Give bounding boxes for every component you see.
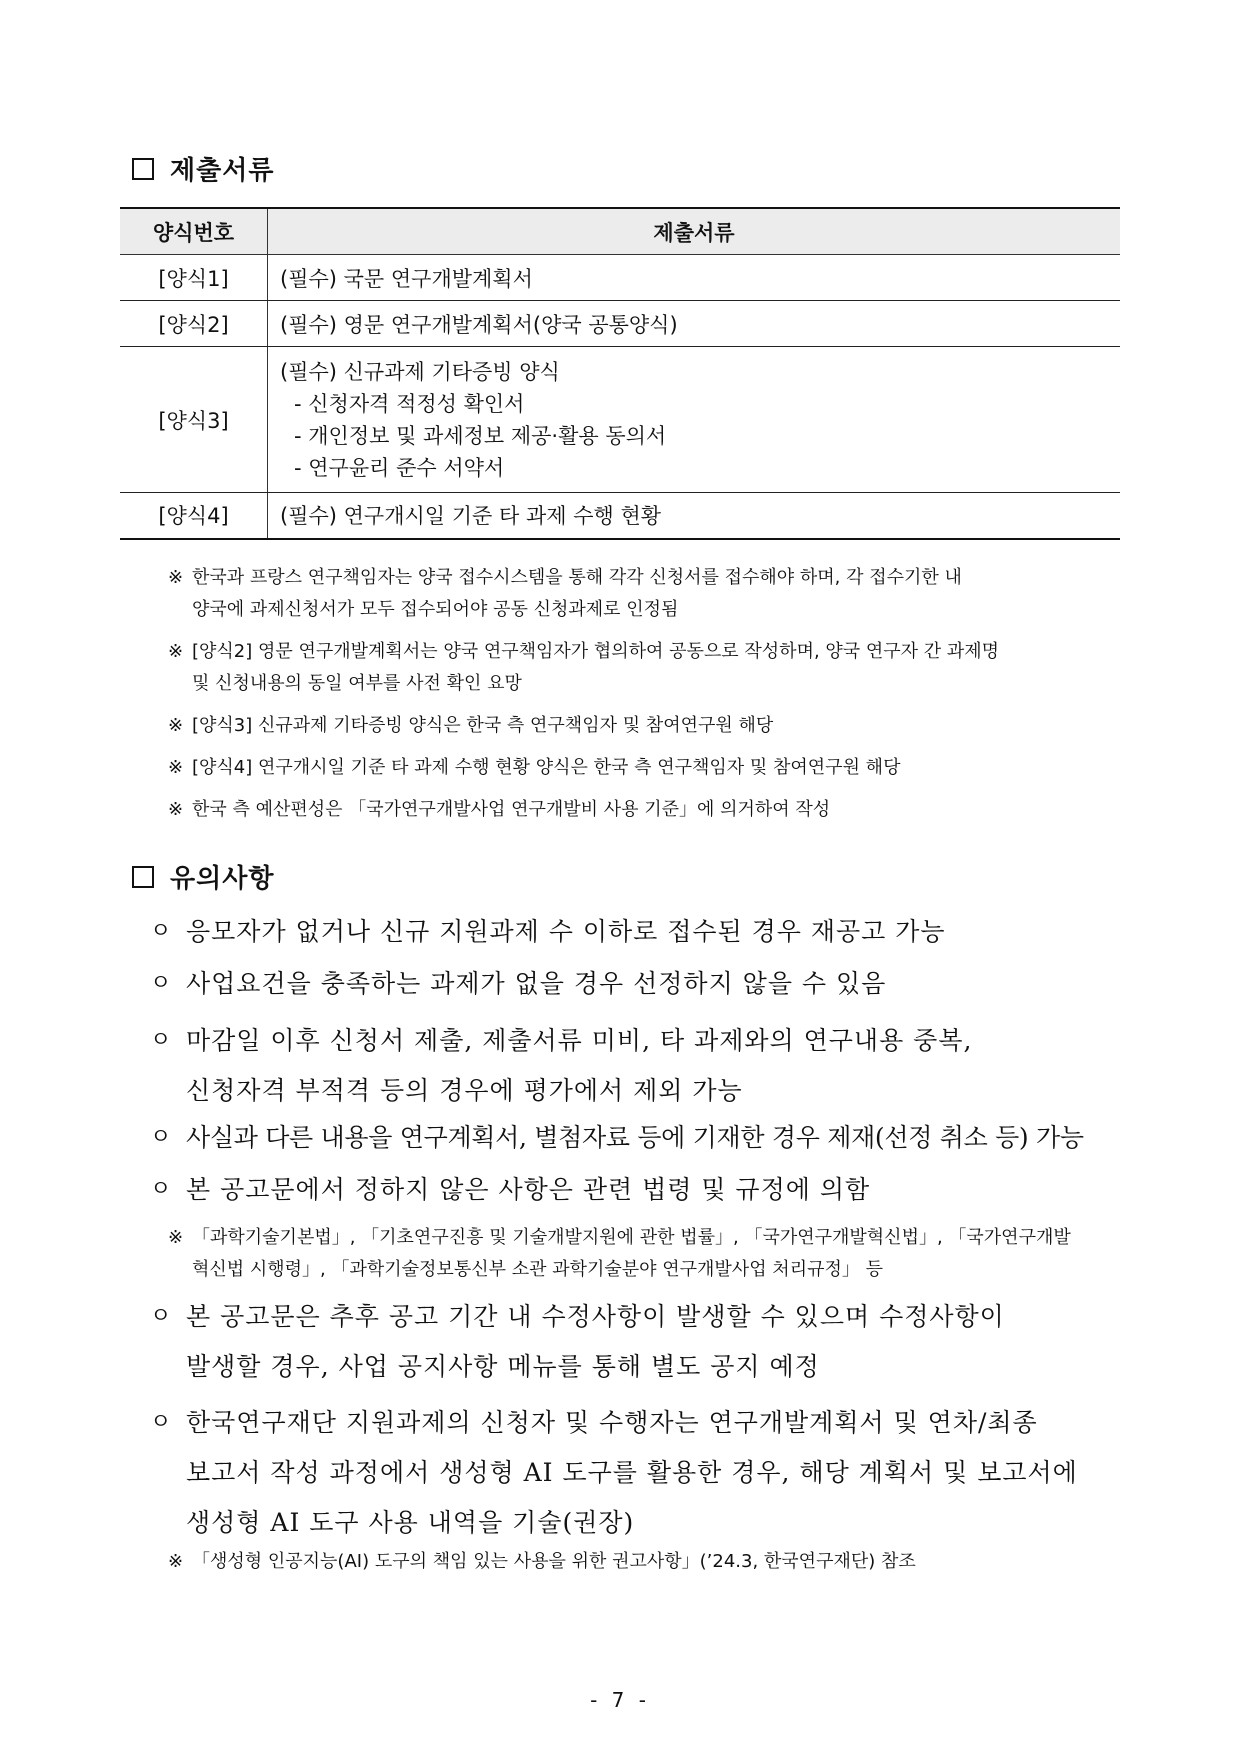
precaution-item [150,964,1130,1004]
form-desc-main: (필수) 신규과제 기타증빙 양식 [280,359,560,384]
note-item [168,1546,1128,1578]
precaution-item [150,912,1130,952]
submission-notes [168,562,1128,836]
note-line: [양식3] 신규과제 기타증빙 양식은 한국 측 연구책임자 및 참여연구원 해당 [192,715,774,736]
section-title-submission-docs [132,150,274,187]
precaution-item [150,1170,1130,1210]
checkbox-square-icon [132,866,154,888]
note-line: 및 신청내용의 동일 여부를 사전 확인 요망 [192,673,522,694]
item-line: 생성형 AI 도구 사용 내역을 기술(권장) [186,1508,635,1537]
item-line: 신청자격 부적격 등의 경우에 평가에서 제외 가능 [186,1076,743,1105]
form-number-cell: [양식1] [120,255,268,301]
note-line: 혁신법 시행령」, 「과학기술정보통신부 소관 과학기술분야 연구개발사업 처리규정」 등 [192,1259,883,1280]
note-item [168,636,1128,700]
circle-bullet-icon: ㅇ [150,919,173,944]
form-desc-cell [268,347,1121,493]
precaution-item [150,1016,1130,1116]
item-line: 사실과 다른 내용을 연구계획서, 별첨자료 등에 기재한 경우 제재(선정 취소 등) 가능 [186,1123,1084,1152]
form-desc-sub: - 신청자격 적정성 확인서 [294,391,525,416]
form-desc-cell: (필수) 영문 연구개발계획서(양국 공통양식) [268,301,1121,347]
section-title-text: 제출서류 [170,156,275,186]
table-row [120,255,1120,301]
note-item [168,710,1128,742]
page-number: - 7 - [590,1688,650,1712]
note-line: 한국과 프랑스 연구책임자는 양국 접수시스템을 통해 각각 신청서를 접수해야 하며, 각 접수기한 내 [192,567,962,588]
note-line: 한국 측 예산편성은 「국가연구개발사업 연구개발비 사용 기준」에 의거하여 작성 [192,799,831,820]
submission-docs-table [120,207,1120,540]
item-line: 발생할 경우, 사업 공지사항 메뉴를 통해 별도 공지 예정 [186,1352,820,1381]
note-line: 「생성형 인공지능(AI) 도구의 책임 있는 사용을 위한 권고사항」(’24.3, 한국연구재단) 참조 [192,1551,916,1572]
circle-bullet-icon: ㅇ [150,1304,173,1329]
item-line: 사업요건을 충족하는 과제가 없을 경우 선정하지 않을 수 있음 [186,969,887,998]
reference-mark-icon: ※ [168,799,184,820]
table-row [120,301,1120,347]
reference-mark-icon: ※ [168,757,184,778]
item-line: 마감일 이후 신청서 제출, 제출서류 미비, 타 과제와의 연구내용 중복, [186,1026,973,1055]
section-title-precautions [132,858,274,895]
item-line: 한국연구재단 지원과제의 신청자 및 수행자는 연구개발계획서 및 연차/최종 [186,1408,1038,1437]
precaution-item [150,1398,1130,1548]
reference-mark-icon: ※ [168,1227,184,1248]
reference-mark-icon: ※ [168,567,184,588]
form-number-cell: [양식3] [120,347,268,493]
header-form-number: 양식번호 [120,208,268,255]
note-item [168,752,1128,784]
table-row [120,493,1120,539]
note-item [168,1222,1128,1286]
reference-mark-icon: ※ [168,1551,184,1572]
form-desc-sub: - 연구윤리 준수 서약서 [294,455,505,480]
form-number-cell: [양식4] [120,493,268,539]
item-line: 본 공고문에서 정하지 않은 사항은 관련 법령 및 규정에 의함 [186,1175,871,1204]
ai-note [168,1546,1128,1588]
circle-bullet-icon: ㅇ [150,1028,173,1053]
item-line: 본 공고문은 추후 공고 기간 내 수정사항이 발생할 수 있으며 수정사항이 [186,1302,1005,1331]
precaution-item [150,1118,1130,1158]
table-row [120,347,1120,493]
precaution-item [150,1292,1130,1392]
circle-bullet-icon: ㅇ [150,1410,173,1435]
circle-bullet-icon: ㅇ [150,971,173,996]
item-line: 응모자가 없거나 신규 지원과제 수 이하로 접수된 경우 재공고 가능 [186,917,946,946]
note-line: 「과학기술기본법」, 「기초연구진흥 및 기술개발지원에 관한 법률」, 「국가연구개발혁신법」, 「국가연구개발 [192,1227,1071,1248]
reference-mark-icon: ※ [168,715,184,736]
reference-mark-icon: ※ [168,641,184,662]
note-line: 양국에 과제신청서가 모두 접수되어야 공동 신청과제로 인정됨 [192,599,679,620]
form-number-cell: [양식2] [120,301,268,347]
note-line: [양식2] 영문 연구개발계획서는 양국 연구책임자가 협의하여 공동으로 작성하며, 양국 연구자 간 과제명 [192,641,1000,662]
checkbox-square-icon [132,158,154,180]
table-header-row [120,208,1120,255]
circle-bullet-icon: ㅇ [150,1125,173,1150]
item-line: 보고서 작성 과정에서 생성형 AI 도구를 활용한 경우, 해당 계획서 및 보고서에 [186,1458,1078,1487]
note-item [168,562,1128,626]
form-desc-cell: (필수) 국문 연구개발계획서 [268,255,1121,301]
form-desc-sub: - 개인정보 및 과세정보 제공·활용 동의서 [294,423,667,448]
form-desc-cell: (필수) 연구개시일 기준 타 과제 수행 현황 [268,493,1121,539]
laws-note [168,1222,1128,1296]
note-line: [양식4] 연구개시일 기준 타 과제 수행 현황 양식은 한국 측 연구책임자 및 참여연구원 해당 [192,757,901,778]
header-submission-docs: 제출서류 [268,208,1121,255]
section-title-text: 유의사항 [170,864,275,894]
circle-bullet-icon: ㅇ [150,1177,173,1202]
note-item [168,794,1128,826]
